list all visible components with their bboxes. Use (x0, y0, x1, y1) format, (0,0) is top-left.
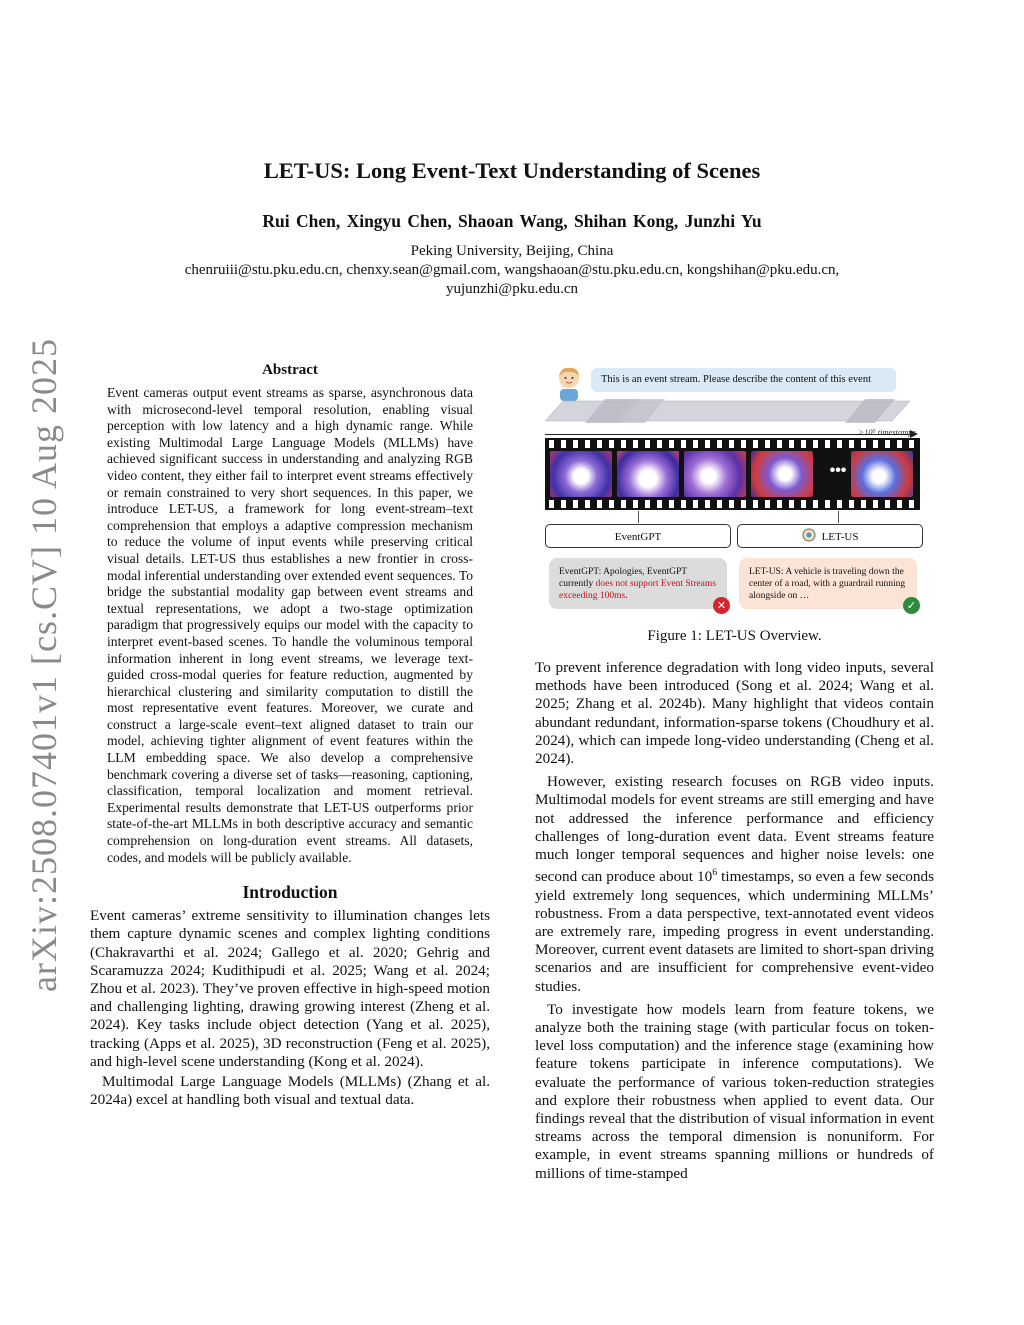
user-prompt-bubble: This is an event stream. Please describe the content of this event (591, 368, 896, 392)
intro-paragraph-2: Multimodal Large Language Models (MLLMs) (Zhang et al. 2024a) excel at handling both visual and textual data. (90, 1073, 490, 1109)
letus-response-bubble (739, 558, 917, 609)
time-arrow-head (910, 430, 918, 438)
arxiv-watermark-text: arXiv:2508.07401v1 [cs.CV] 10 Aug 2025 (24, 338, 64, 992)
eventgpt-response-end: . (625, 591, 628, 601)
letus-box (737, 524, 923, 548)
filmstrip (545, 438, 920, 510)
emails-line-2: yujunzhi@pku.edu.cn (445, 281, 579, 297)
affiliation-block (0, 242, 1024, 299)
emails-line-1: chenruiii@stu.pku.edu.cn, chenxy.sean@gmail.com, wangshaoan@stu.pku.edu.cn, kongshihan@pku.edu.cn, (184, 262, 840, 278)
eventgpt-label: EventGPT (614, 531, 662, 543)
event-frame-1 (550, 451, 612, 497)
superscript-exponent: 6 (712, 867, 718, 879)
paper-title: LET-US: Long Event-Text Understanding of Scenes (263, 158, 761, 183)
timestamps-label: >10⁵ timestamps (858, 427, 916, 437)
right-paragraph-1: To prevent inference degradation with long video inputs, several methods have been introduced (Song et al. 2024; Wang et al. 2025; Zhang et al. 2024b). Many highlight that videos contain abundant redundant, information-sparse tokens (Choudhury et al. 2024), which can impede long-video understanding (Cheng et al. 2024). (535, 659, 934, 768)
right-column (535, 365, 934, 1188)
letus-response-text: LET-US: A vehicle is traveling down the center of a road, with a guardrail running alongside on … (749, 567, 906, 601)
affiliation: Peking University, Beijing, China (410, 243, 614, 259)
figure-caption: Figure 1: LET-US Overview. (647, 628, 822, 644)
arrow-to-letus (838, 511, 840, 523)
intro-paragraph-1: Event cameras’ extreme sensitivity to illumination changes lets them capture dynamic scenes and complex lighting conditions (Chakravarthi et al. 2024; Gallego et al. 2020; Gehrig and Scaramuzza 2024; Kudithipudi et al. 2025; Wang et al. 2024; Zhou et al. 2023). They’ve proven effective in high-speed motion and challenging lighting, drawing growing interest (Zheng et al. 2024). Key tasks include object detection (Yang et al. 2025), tracking (Apps et al. 2025), 3D reconstruction (Feng et al. 2025), and high-level scene understanding (Kong et al. 2024). (90, 907, 490, 1070)
event-frame-3 (684, 451, 746, 497)
figure-1 (535, 365, 934, 620)
fail-x-icon: ✕ (713, 597, 730, 614)
abstract-heading: Abstract (262, 362, 318, 378)
letus-logo-icon (802, 528, 816, 542)
right-paragraph-3: To investigate how models learn from feature tokens, we analyze both the training stage (with particular focus on token-level loss computation) and the inference stage (examining how feature tokens participate in inference computations). We evaluate the performance of various token-reduction strategies and explore their robustness when applied to event data. Our findings reveal that the distribution of visual information in event streams across the temporal dimension is nonuniform. For example, in event streams spanning millions or hundreds of millions of time-stamped (535, 1000, 934, 1182)
right-paragraph-2 (535, 773, 934, 996)
author-list: Rui Chen, Xingyu Chen, Shaoan Wang, Shihan Kong, Junzhi Yu (262, 211, 762, 231)
event-frame-5 (851, 451, 913, 497)
film-holes-top (545, 440, 920, 448)
letus-label: LET-US (821, 531, 859, 543)
right-paragraph-2-a: However, existing research focuses on RGB video inputs. Multimodal models for event streams are still emerging and have not addressed the inference performance and efficiency challenges of long-duration event data. Event streams feature much longer temporal sequences and higher noise levels: one second can produce about 10 (535, 773, 934, 886)
eventgpt-response-bubble (549, 558, 727, 609)
left-column (90, 362, 490, 1109)
event-stream-illustration (545, 397, 915, 427)
eventgpt-response-highlight: does not support Event Streams exceeding 100ms (559, 579, 716, 601)
pass-check-icon: ✓ (903, 597, 920, 614)
eventgpt-response-text: EventGPT: Apologies, EventGPT currently (559, 567, 687, 589)
eventgpt-box (545, 524, 731, 548)
event-frame-4 (751, 451, 813, 497)
abstract-text: Event cameras output event streams as sparse, asynchronous data with microsecond-level temporal resolution, enabling visual perception with low latency and a high dynamic range. While existing Multimodal Large Language Models (MLLMs) have achieved significant success in understanding and analyzing RGB video content, they either fail to interpret event streams effectively or remain constrained to very short sequences. In this paper, we introduce LET-US, a framework for long event-stream–text comprehension that employs a adaptive compression mechanism to reduce the volume of input events while preserving critical visual details. LET-US thus establishes a new frontier in cross-modal inferential understanding over extended event sequences. To bridge the substantial modality gap between event streams and textual representations, we adopt a two-stage optimization paradigm that progressively equips our model with the capacity to interpret event-based scenes. To handle the voluminous temporal information inherent in long event streams, we leverage text-guided cross-modal queries for feature reduction, augmented by hierarchical clustering and similarity computation to distill the most representative event features. Moreover, we curate and construct a large-scale event–text aligned dataset to train our model, achieving tighter alignment of event features within the LLM embedding space. We also develop a comprehensive benchmark covering a diverse set of tasks—reasoning, captioning, classification, temporal localization and moment retrieval. Experimental results demonstrate that LET-US outperforms prior state-of-the-art MLLMs in both descriptive accuracy and semantic comprehension on long-duration event streams. All datasets, codes, and models will be publicly available. (107, 385, 473, 865)
user-avatar-icon (553, 365, 585, 401)
right-paragraph-2-b: timestamps, so even a few seconds yield extremely long sequences, which undermining MLLMs’ robustness. From a data perspective, text-annotated event videos are extremely rare, impeding progress in event understanding. Moreover, current event datasets are limited to short-span driving scenarios and are insufficient for comprehensive event-video studies. (535, 868, 934, 995)
event-frame-2 (617, 451, 679, 497)
film-holes-bottom (545, 500, 920, 508)
introduction-heading: Introduction (242, 882, 338, 903)
ellipsis-dots: ••• (829, 462, 847, 479)
time-arrow (545, 434, 913, 435)
arrow-to-eventgpt (638, 511, 640, 523)
